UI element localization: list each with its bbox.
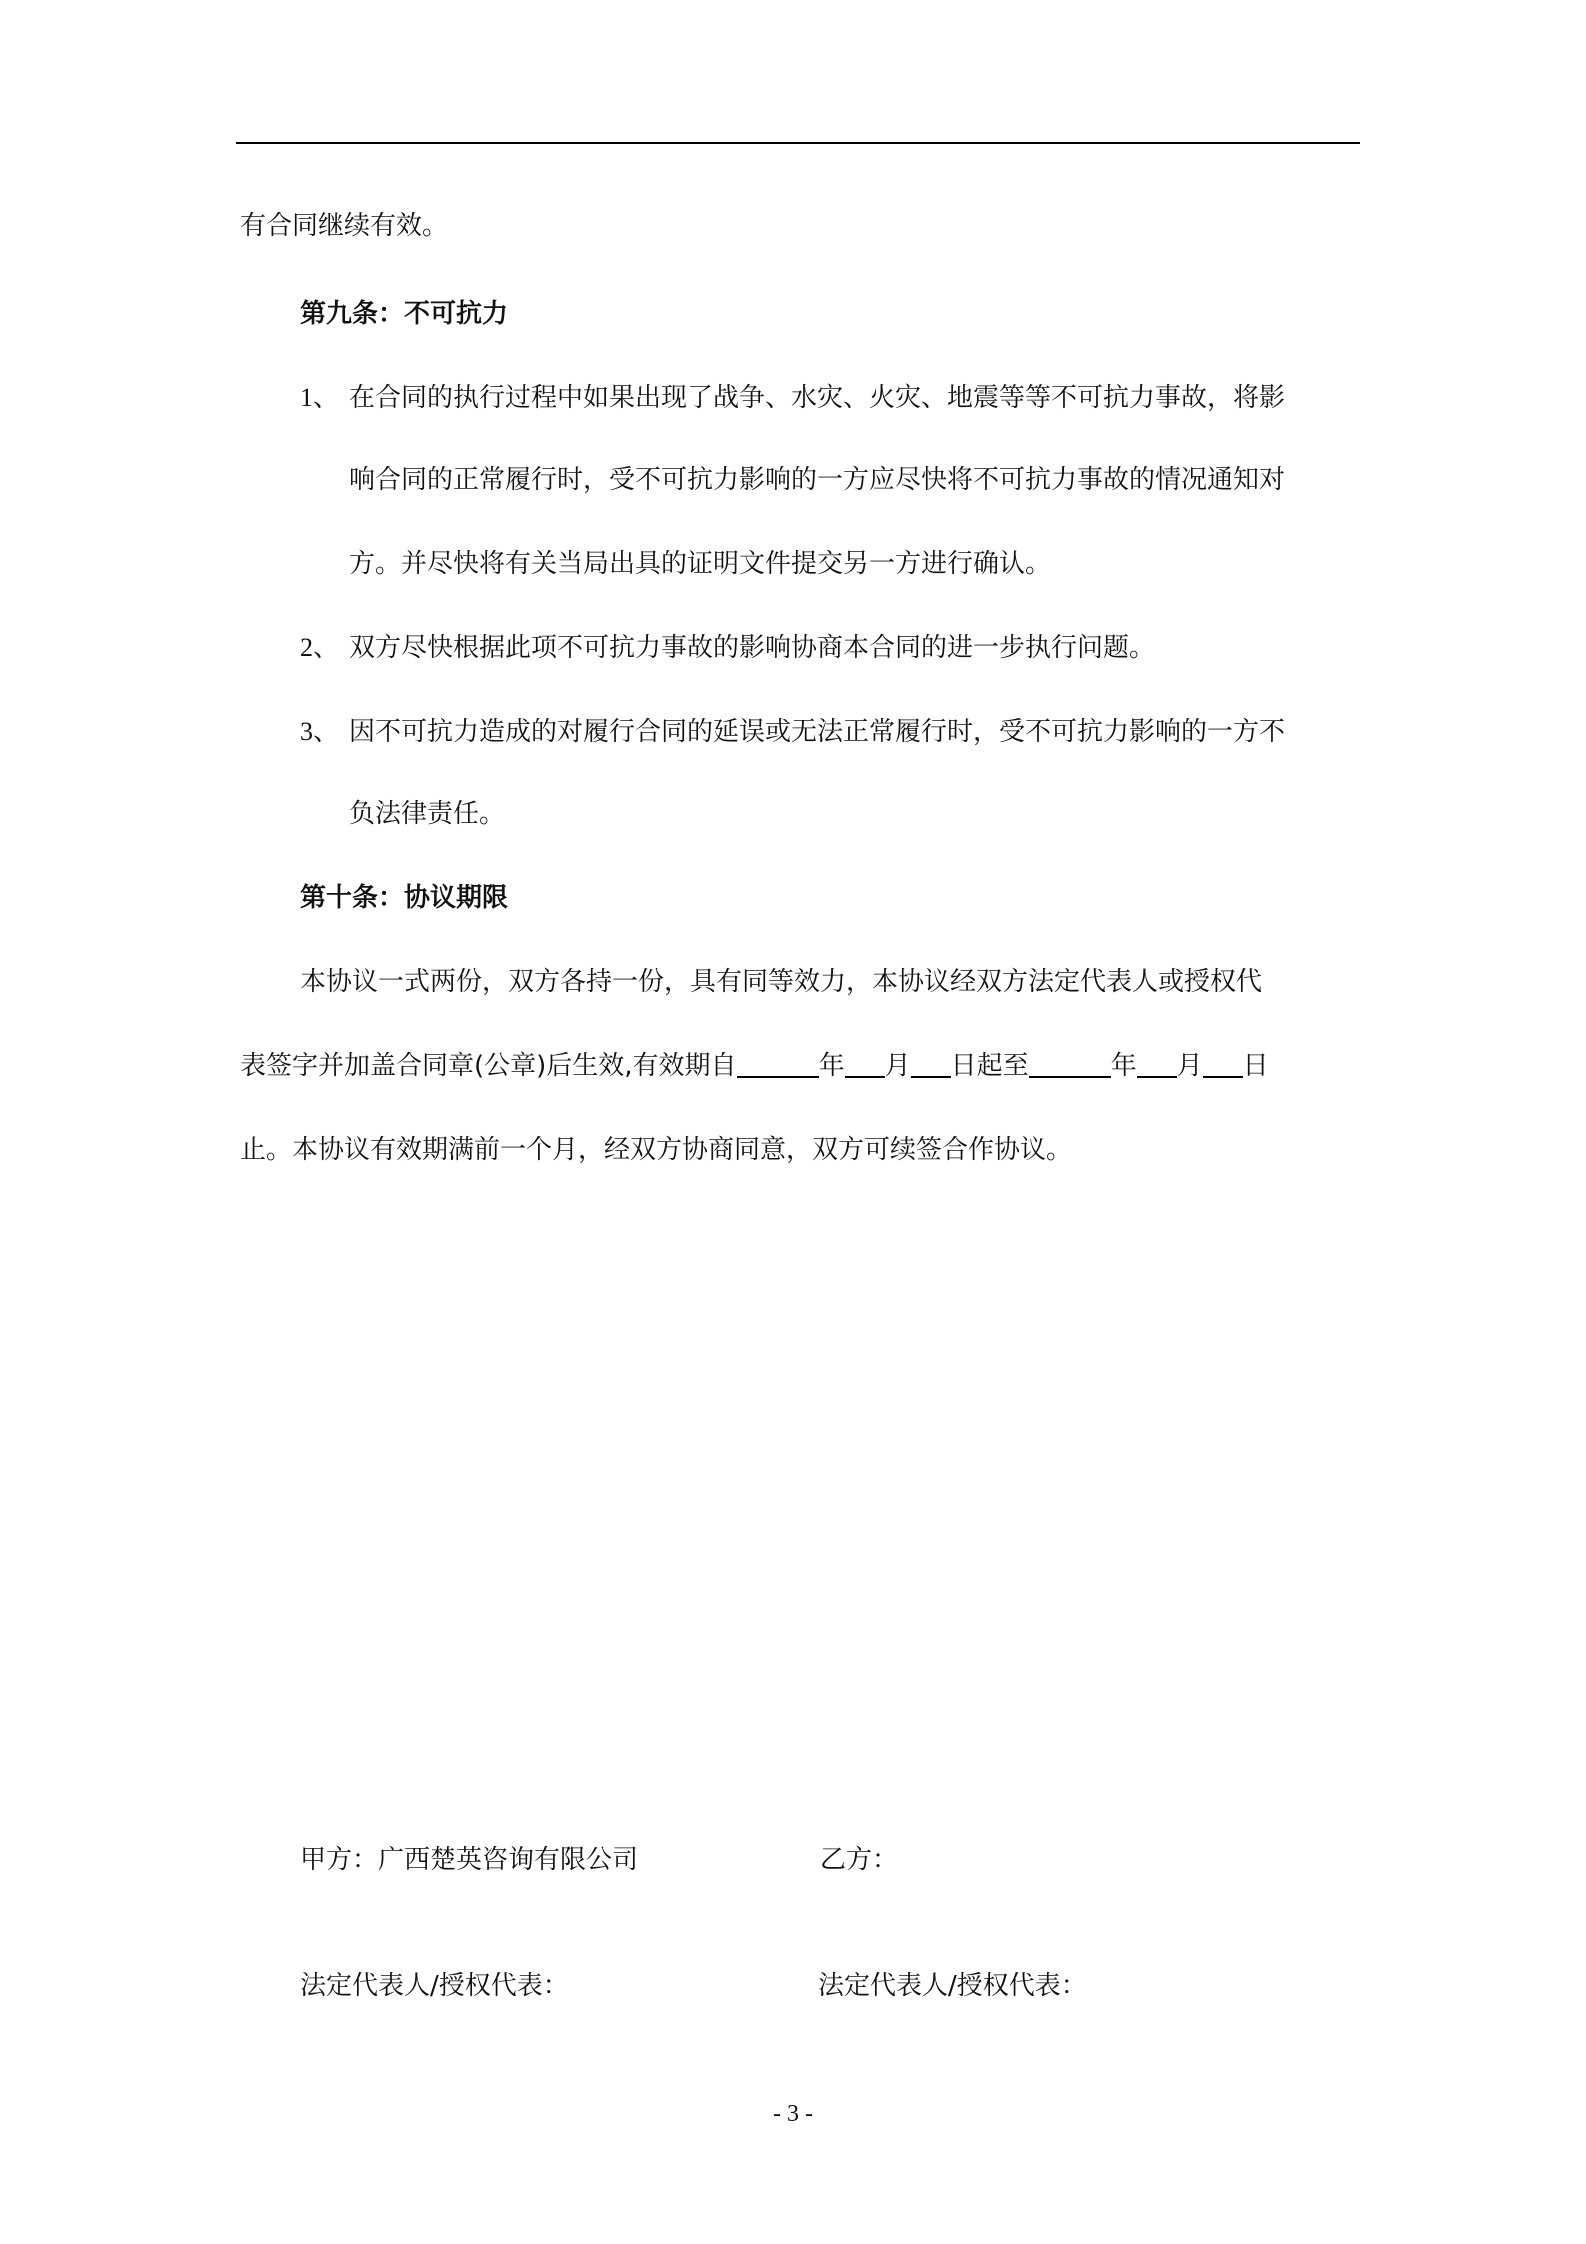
month-label: 月 [1176,1051,1203,1081]
list-item-line: 双方尽快根据此项不可抗力事故的影响协商本合同的进一步执行问题。 [349,633,1156,663]
party-a-name: 甲方：广西楚英咨询有限公司 [300,1845,639,1875]
agreement-term-line-1: 本协议一式两份，双方各持一份，具有同等效力，本协议经双方法定代表人或授权代 [300,967,1263,997]
list-item-line: 负法律责任。 [349,799,506,829]
list-item-line: 响合同的正常履行时，受不可抗力影响的一方应尽快将不可抗力事故的情况通知对 [349,465,1286,495]
agreement-term-line-3: 止。本协议有效期满前一个月，经双方协商同意，双方可续签合作协议。 [240,1135,1073,1165]
start-year-blank [737,1048,819,1078]
year-label: 年 [1110,1051,1137,1081]
continuation-text: 有合同继续有效。 [240,211,449,241]
day-end-label: 日 [1242,1051,1269,1081]
end-year-blank [1029,1048,1111,1078]
page-number: - 3 - [773,2101,813,2127]
party-b-representative: 法定代表人/授权代表： [818,1971,1087,2001]
article-10-heading: 第十条：协议期限 [300,883,509,913]
start-month-blank [845,1048,885,1078]
year-label: 年 [818,1051,845,1081]
list-item-number: 1、 [300,383,340,412]
list-item-line: 在合同的执行过程中如果出现了战争、水灾、火灾、地震等等不可抗力事故，将影 [349,383,1286,413]
list-item-line: 方。并尽快将有关当局出具的证明文件提交另一方进行确认。 [349,549,1052,579]
party-b-name: 乙方： [820,1845,899,1875]
list-item-line: 因不可抗力造成的对履行合同的延误或无法正常履行时，受不可抗力影响的一方不 [349,717,1286,747]
agreement-term-line-2 [240,1048,1269,1084]
end-day-blank [1203,1048,1243,1078]
list-item-number: 2、 [300,633,340,662]
list-item-number: 3、 [300,717,340,746]
day-from-label: 日起至 [950,1051,1029,1081]
header-rule [236,142,1360,144]
party-a-representative: 法定代表人/授权代表： [300,1971,569,2001]
article-9-heading: 第九条：不可抗力 [300,299,509,329]
month-label: 月 [884,1051,911,1081]
end-month-blank [1137,1048,1177,1078]
term-prefix-text: 表签字并加盖合同章(公章)后生效,有效期自 [240,1051,737,1081]
start-day-blank [911,1048,951,1078]
